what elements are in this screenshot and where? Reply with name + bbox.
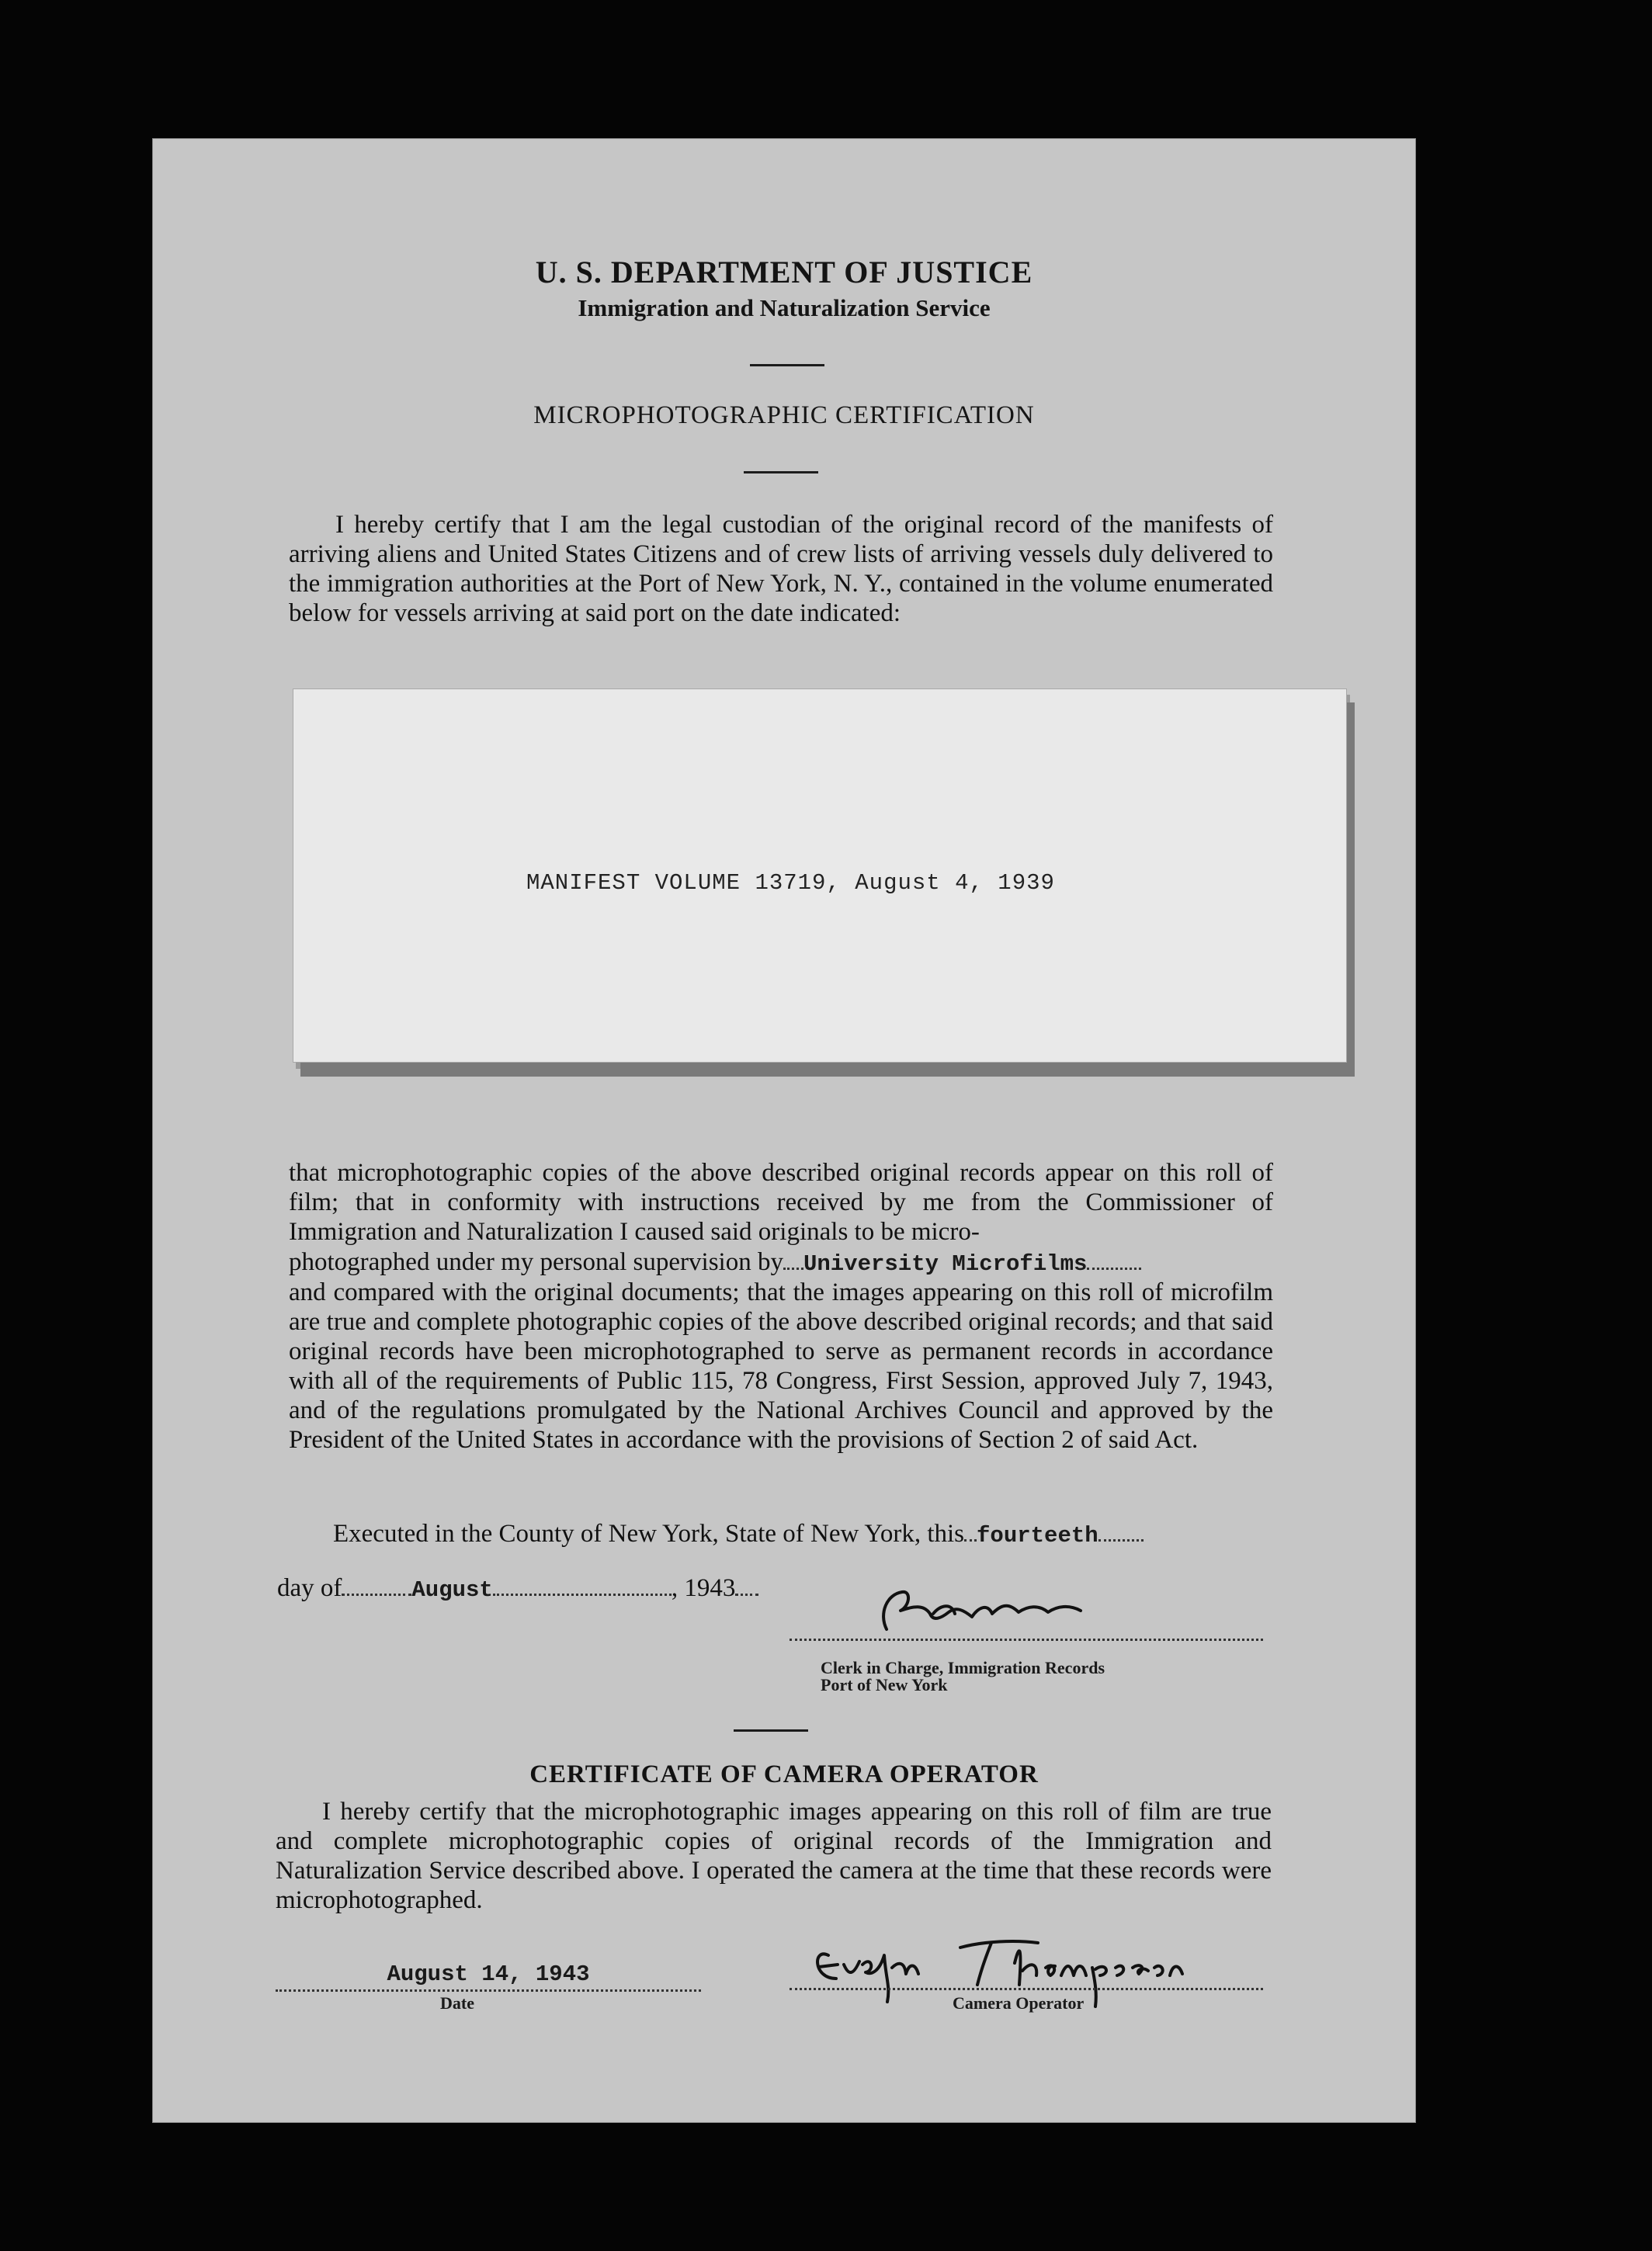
service-subheading: Immigration and Naturalization Service (578, 294, 991, 321)
execution-year-digit: 3 (722, 1574, 736, 1602)
divider (744, 471, 818, 473)
clerk-title-line2: Port of New York (821, 1675, 948, 1694)
operator-date-value: August 14, 1943 (387, 1961, 590, 1987)
filmed-by-value: University Microfilms (803, 1251, 1088, 1277)
manifest-volume-slip (293, 688, 1347, 1063)
execution-month-value: August (411, 1577, 493, 1603)
divider (750, 364, 824, 366)
operator-date-field (276, 1961, 701, 1992)
certification-title: MICROPHOTOGRAPHIC CERTIFICATION (533, 401, 1035, 429)
supervision-line (289, 1247, 1273, 1279)
execution-day-value: fourteeth (977, 1523, 1098, 1549)
certificate-page (152, 138, 1416, 2123)
execution-line (333, 1519, 1280, 1551)
day-of-label: day of (277, 1574, 342, 1602)
body-paragraph-1: that microphotographic copies of the above described original records appear on this roll of film; that in conformity with instructions received by me from the Commissioner of Immigration and Naturalization I caused said originals to be micro- (289, 1159, 1273, 1246)
supervision-prefix: photographed under my personal supervision by (289, 1248, 783, 1276)
manifest-volume-label: MANIFEST VOLUME 13719, August 4, 1939 (526, 870, 1055, 896)
execution-year-prefix: , 194 (671, 1574, 723, 1602)
operator-signature-line (790, 1988, 1263, 1990)
clerk-signature-line (790, 1639, 1263, 1641)
body-paragraph-2: and compared with the original documents; that the images appearing on this roll of microfilm are true and complete photographic copies of the above described original records; and that said original records have been microphotographed to serve as permanent records in accordance with all of the requirements of Public 115, 78 Congress, First Session, approved July 7, 1943, and of the regulations promulgated by the National Archives Council and approved by the President of the United States in accordance with the provisions of Section 2 of said Act. (289, 1278, 1273, 1454)
operator-section-title: CERTIFICATE OF CAMERA OPERATOR (529, 1760, 1039, 1788)
operator-paragraph: I hereby certify that the microphotographic images appearing on this roll of film are true and complete microphotographic copies of original records of the Immigration and Naturalization Service described above. I operated the camera at the time that these records were microphotographed. (276, 1798, 1272, 1914)
department-heading: U. S. DEPARTMENT OF JUSTICE (535, 255, 1033, 290)
clerk-signature (856, 1583, 1352, 1645)
clerk-title-line1: Clerk in Charge, Immigration Records (821, 1658, 1105, 1677)
execution-prefix: Executed in the County of New York, State of New York, this (333, 1520, 965, 1548)
intro-paragraph: I hereby certify that I am the legal custodian of the original record of the manifests of arriving aliens and United States Citizens and of crew lists of arriving vessels duly delivered to the immigration authorities at the Port of New York, N. Y., contained in the volume enumerated below for vessels arriving at said port on the date indicated: (289, 511, 1273, 627)
divider (734, 1729, 808, 1732)
operator-date-label: Date (440, 1993, 474, 2013)
operator-label: Camera Operator (953, 1993, 1085, 2013)
